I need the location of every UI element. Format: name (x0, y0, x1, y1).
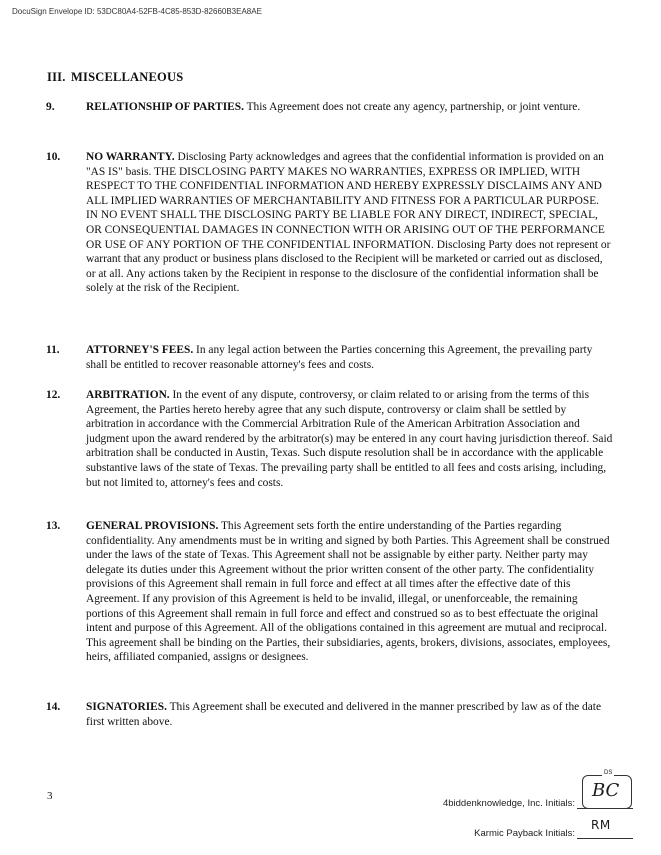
clause-12 (46, 388, 613, 490)
section-number: III. (47, 70, 66, 84)
clause-10 (46, 150, 613, 296)
clause-number: 14. (46, 701, 61, 713)
page-number: 3 (47, 790, 53, 802)
initials-label: 4biddenknowledge, Inc. Initials: (442, 798, 575, 809)
initials-signature: RM (591, 818, 611, 832)
clause-14 (46, 700, 613, 729)
initials-signature: BC (592, 780, 620, 801)
clause-title: NO WARRANTY. (86, 151, 175, 163)
clause-title: GENERAL PROVISIONS. (86, 520, 219, 532)
clause-number: 13. (46, 520, 61, 532)
docusign-tag: DS (604, 770, 613, 776)
clause-number: 11. (46, 344, 60, 356)
clause-number: 9. (46, 101, 55, 113)
clause-body: This Agreement sets forth the entire understanding of the Parties regarding confidentiality. Any amendments must be in writing and signed by both Parties. This Agreement shall be construed under the laws of the state of Texas. This Agreement shall not be assignable by either party. Neither party may delegate its duties under this Agreement without the prior written consent of the other party. The confidentiality provisions of this Agreement shall remain in full force and effect at all times after the effective date of this Agreement. If any provision of this Agreement is held to be invalid, illegal, or unenforceable, the remaining portions of this Agreement shall remain in full force and effect and construed so as to best effectuate the original intent and purpose of this Agreement. All of the obligations contained in this agreement are mutual and reciprocal. This agreement shall be binding on the Parties, their subsidiaries, agents, brokers, divisions, associates, employees, heirs, affiliated companied, assigns or designees. (86, 520, 611, 664)
clause-body: This Agreement does not create any agency, partnership, or joint venture. (246, 101, 581, 113)
clause-9 (46, 100, 613, 115)
clause-13 (46, 519, 613, 665)
clause-body: Disclosing Party acknowledges and agrees that the confidential information is provided on an "AS IS" basis. THE DISCLOSING PARTY MAKES NO WARRANTIES, EXPRESS OR IMPLIED, WITH RESPECT TO THE CONFIDENTIAL INFORMATION AND HEREBY EXPRESSLY DISCLAIMS ANY AND ALL IMPLIED WARRANTIES OF MERCHANTABILITY AND FITNESS FOR A PARTICULAR PURPOSE. IN NO EVENT SHALL THE DISCLOSING PARTY BE LIABLE FOR ANY DIRECT, INDIRECT, SPECIAL, OR CONSEQUENTIAL DAMAGES IN CONNECTION WITH OR ARISING OUT OF THE PERFORMANCE OR USE OF ANY PORTION OF THE CONFIDENTIAL INFORMATION. Disclosing Party does not represent or warrant that any product or business plans disclosed to the Recipient will be marketed or carried out as disclosed, or at all. Any actions taken by the Recipient in response to the disclosure of the confidential information shall be solely at the risk of the Recipient. (86, 151, 611, 295)
clause-title: ARBITRATION. (86, 389, 170, 401)
docusign-envelope-id: DocuSign Envelope ID: 53DC80A4-52FB-4C85-853D-82660B3EA8AE (12, 7, 262, 16)
initials-label: Karmic Payback Initials: (474, 828, 575, 839)
clause-number: 10. (46, 151, 61, 163)
clause-title: ATTORNEY'S FEES. (86, 344, 194, 356)
clause-title: RELATIONSHIP OF PARTIES. (86, 101, 244, 113)
clause-11 (46, 343, 613, 372)
clause-title: SIGNATORIES. (86, 701, 167, 713)
clause-number: 12. (46, 389, 61, 401)
section-title: MISCELLANEOUS (71, 70, 184, 84)
clause-body: In any legal action between the Parties concerning this Agreement, the prevailing party shall be entitled to recover reasonable attorney's fees and costs. (86, 344, 593, 371)
clause-body: This Agreement shall be executed and delivered in the manner prescribed by law as of the date first written above. (86, 701, 602, 728)
clause-body: In the event of any dispute, controversy, or claim related to or arising from the terms of this Agreement, the Parties hereto hereby agree that any such dispute, controversy or claim shall be settled by arbitration in accordance with the Commercial Arbitration Rule of the American Arbitration Association and judgment upon the award rendered by the arbitrator(s) may be entered in any court having jurisdiction thereof. Said arbitration shall be conducted in Austin, Texas. Such dispute resolution shall be in accordance with the applicable substantive laws of the state of Texas. The prevailing party shall be entitled to all fees and costs arising, including, but not limited to, attorney's fees and costs. (86, 389, 613, 489)
section-heading (47, 70, 183, 85)
